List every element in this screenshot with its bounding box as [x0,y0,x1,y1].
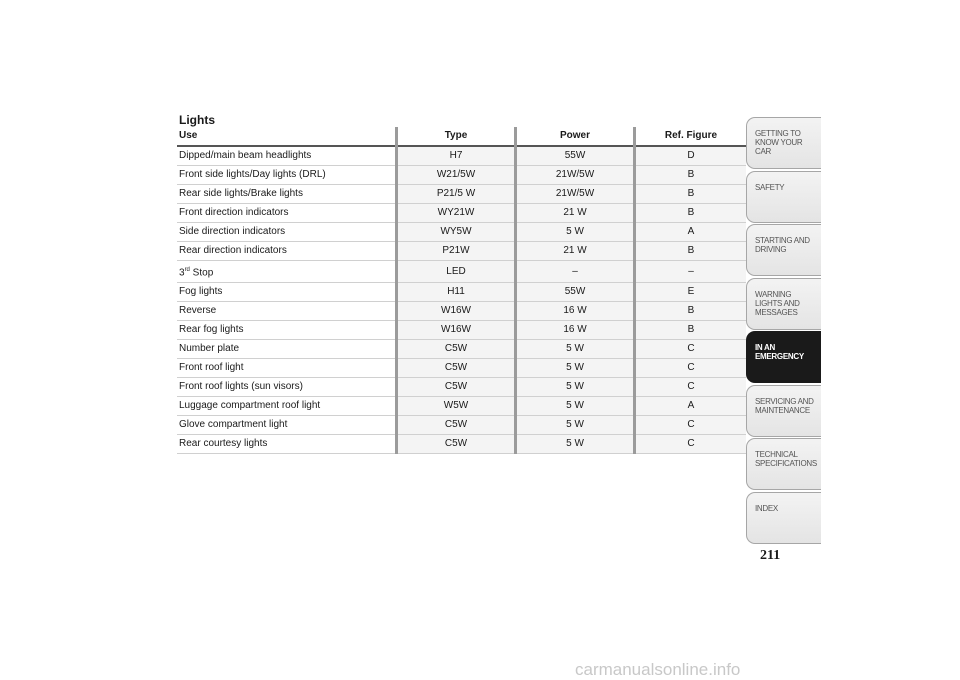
cell-type: C5W [397,378,516,397]
tab-label: GETTING TO KNOW YOUR CAR [755,129,803,156]
cell-type: W21/5W [397,166,516,185]
tab-servicing-and-maintenance[interactable] [746,385,821,437]
cell-power: 5 W [516,435,635,454]
cell-use-superscript: rd [184,267,190,273]
tab-label: INDEX [755,503,778,513]
tab-label: IN AN EMERGENCY [755,343,804,361]
cell-ref: A [635,223,747,242]
tab-getting-to-know-your-car[interactable] [746,117,821,169]
cell-use: Number plate [177,340,397,359]
table-row [177,283,746,302]
tab-label: SAFETY [755,182,785,192]
cell-ref: C [635,416,747,435]
table-row [177,204,746,223]
cell-type: WY5W [397,223,516,242]
cell-use: Front roof light [177,359,397,378]
cell-ref: A [635,397,747,416]
table-row [177,359,746,378]
table-row [177,397,746,416]
cell-type: C5W [397,435,516,454]
cell-power: 5 W [516,340,635,359]
tab-label: SERVICING AND MAINTENANCE [755,396,814,415]
cell-power: 5 W [516,359,635,378]
cell-power: 16 W [516,321,635,340]
table-header-row [177,127,746,146]
tab-label: WARNING LIGHTS AND MESSAGES [755,289,800,317]
cell-power: 5 W [516,378,635,397]
tab-safety[interactable] [746,171,821,223]
cell-ref: C [635,340,747,359]
cell-power: 55W [516,146,635,166]
tab-label: STARTING AND DRIVING [755,236,810,254]
cell-ref: B [635,302,747,321]
cell-ref: B [635,321,747,340]
table-row [177,166,746,185]
cell-use: Rear direction indicators [177,242,397,261]
cell-use: Rear fog lights [177,321,397,340]
cell-power: 5 W [516,223,635,242]
table-row [177,146,746,166]
cell-power: 5 W [516,416,635,435]
tab-technical-specifications[interactable] [746,438,821,490]
table-row [177,185,746,204]
tab-index[interactable] [746,492,821,544]
cell-type: P21W [397,242,516,261]
cell-use: Luggage compartment roof light [177,397,397,416]
cell-use [177,261,397,283]
cell-use-suffix: Stop [189,267,214,279]
cell-use: Dipped/main beam headlights [177,146,397,166]
cell-type: W16W [397,321,516,340]
header-type: Type [397,127,516,146]
cell-use: Rear side lights/Brake lights [177,185,397,204]
cell-use: Side direction indicators [177,223,397,242]
cell-power: 5 W [516,397,635,416]
cell-type: H7 [397,146,516,166]
table-row [177,378,746,397]
cell-use: Reverse [177,302,397,321]
cell-ref: C [635,378,747,397]
lights-table [177,127,746,454]
cell-use: Front direction indicators [177,204,397,223]
cell-use: Fog lights [177,283,397,302]
cell-ref: B [635,185,747,204]
cell-type: H11 [397,283,516,302]
cell-type: LED [397,261,516,283]
cell-use: Front side lights/Day lights (DRL) [177,166,397,185]
cell-power: 21 W [516,204,635,223]
cell-power: – [516,261,635,283]
tab-in-an-emergency[interactable] [746,331,821,383]
cell-type: W5W [397,397,516,416]
cell-type: WY21W [397,204,516,223]
cell-ref: C [635,359,747,378]
tab-warning-lights-and-messages[interactable] [746,278,821,330]
table-row [177,261,746,283]
cell-ref: B [635,242,747,261]
watermark: carmanualsonline.info [575,660,741,679]
table-row [177,416,746,435]
tab-starting-and-driving[interactable] [746,224,821,276]
cell-use: Glove compartment light [177,416,397,435]
cell-power: 21W/5W [516,185,635,204]
page-number: 211 [760,548,781,563]
cell-use-prefix: 3 [179,267,185,279]
cell-type: C5W [397,416,516,435]
header-power: Power [516,127,635,146]
table-row [177,302,746,321]
table-row [177,223,746,242]
cell-type: W16W [397,302,516,321]
cell-use: Rear courtesy lights [177,435,397,454]
cell-power: 21 W [516,242,635,261]
cell-type: P21/5 W [397,185,516,204]
cell-ref: – [635,261,747,283]
table-row [177,340,746,359]
table-row [177,242,746,261]
cell-ref: D [635,146,747,166]
cell-power: 16 W [516,302,635,321]
cell-type: C5W [397,340,516,359]
cell-use: Front roof lights (sun visors) [177,378,397,397]
tab-label: TECHNICAL SPECIFICATIONS [755,450,817,468]
cell-type: C5W [397,359,516,378]
table-row [177,435,746,454]
cell-power: 55W [516,283,635,302]
cell-power: 21W/5W [516,166,635,185]
cell-ref: B [635,166,747,185]
chapter-tabs [746,117,821,545]
header-ref-figure: Ref. Figure [635,127,747,146]
table-row [177,321,746,340]
header-use: Use [177,127,397,146]
cell-ref: E [635,283,747,302]
section-title: Lights [179,113,215,127]
cell-ref: B [635,204,747,223]
cell-ref: C [635,435,747,454]
